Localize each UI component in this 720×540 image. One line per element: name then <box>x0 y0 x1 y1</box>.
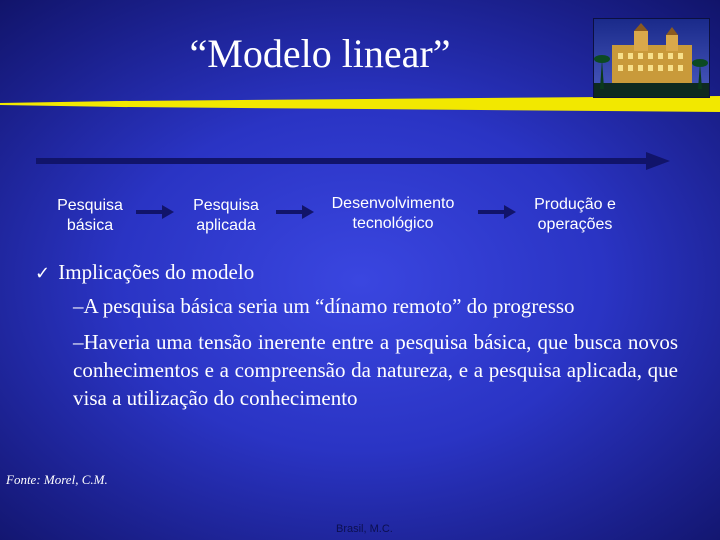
stage-desenvolvimento <box>315 194 471 234</box>
check-icon: ✓ <box>35 263 51 284</box>
footer-author: Brasil, M.C. <box>336 523 393 535</box>
sub-item: –Haveria uma tensão inerente entre a pesquisa básica, que busca novos conhecimentos e a compreensão da natureza, e a pesquisa aplicada, que visa a utilização do conhecimento <box>73 330 678 410</box>
stage-line2: básica <box>66 217 114 234</box>
stage-producao <box>520 195 630 235</box>
stage-arrow-3 <box>478 205 516 219</box>
slide-title: “Modelo linear” <box>189 31 451 76</box>
building-photo <box>593 18 710 98</box>
stage-line2: operações <box>537 216 613 233</box>
stage-line2: aplicada <box>196 217 256 234</box>
timeline-arrow <box>36 150 670 172</box>
stage-pesquisa-aplicada <box>174 196 278 236</box>
bullet-heading <box>35 258 254 288</box>
bullet-heading-text: Implicações do modelo <box>58 260 255 284</box>
stage-pesquisa-basica <box>40 196 140 236</box>
stage-line1: Pesquisa <box>193 197 259 214</box>
stage-arrow-2 <box>276 205 314 219</box>
source-note: Fonte: Morel, C.M. <box>6 472 108 487</box>
stage-line2: tecnológico <box>352 215 434 232</box>
stage-line1: Desenvolvimento <box>331 195 455 212</box>
stage-line1: Produção e <box>534 196 616 213</box>
stage-line1: Pesquisa <box>57 197 123 214</box>
stage-arrow-1 <box>136 205 174 219</box>
sub-item: –A pesquisa básica seria um “dínamo remoto” do progresso <box>73 294 575 318</box>
